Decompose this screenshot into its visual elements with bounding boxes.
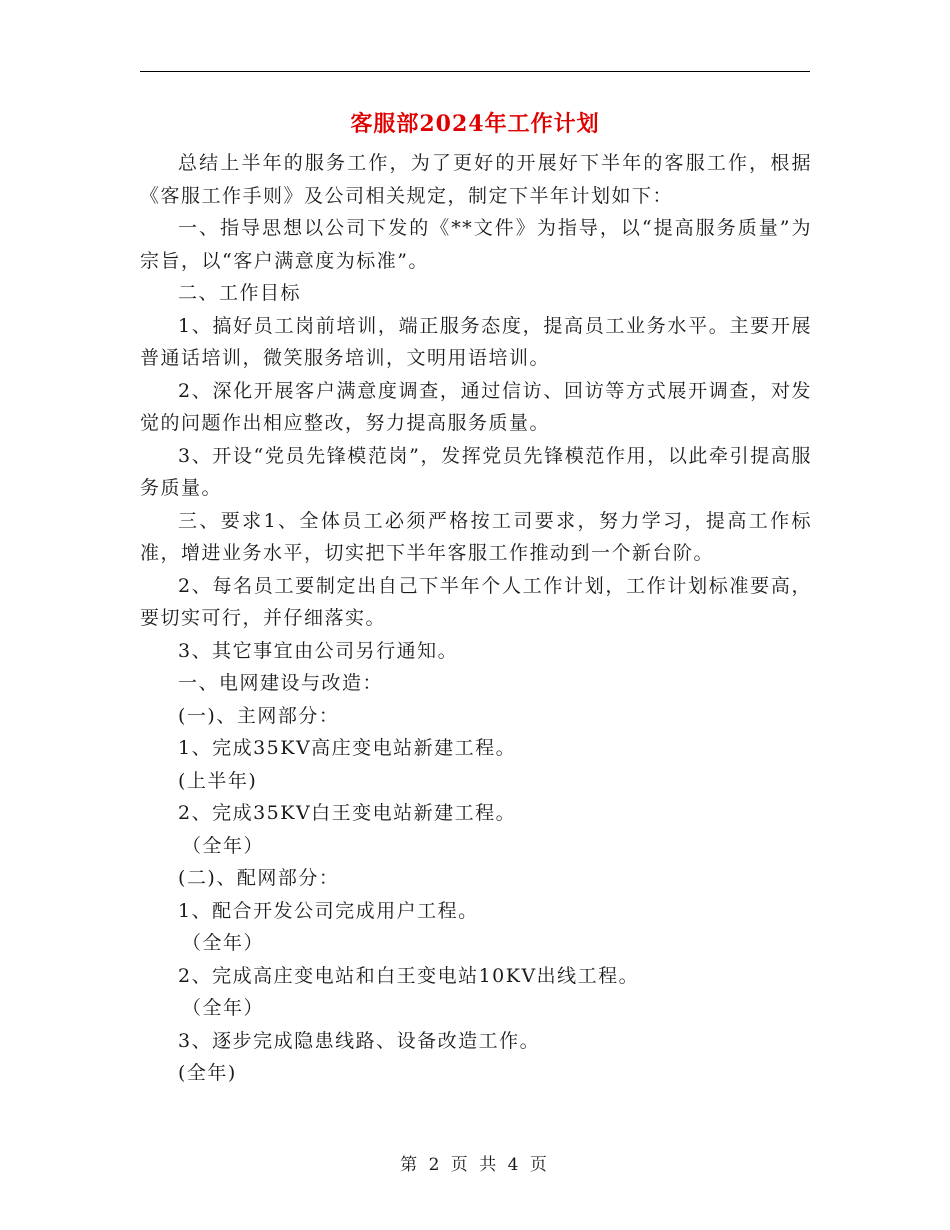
header-rule <box>140 71 810 72</box>
list-item-dist-3-period: (全年) <box>178 1062 237 1084</box>
heading-work-goals: 二、工作目标 <box>178 282 302 304</box>
paragraph-goal-1: 1、搞好员工岗前培训，端正服务态度，提高员工业务水平。主要开展普通话培训，微笑服务培训，文明用语培训。 <box>140 314 812 369</box>
document-title: 客服部2024年工作计划 <box>350 111 600 137</box>
paragraph-requirement-1: 三、要求1、全体员工必须严格按工司要求，努力学习，提高工作标准，增进业务水平，切实把下半年客服工作推动到一个新台阶。 <box>140 509 812 564</box>
paragraph-goal-3: 3、开设“党员先锋模范岗”，发挥党员先锋模范作用，以此牵引提高服务质量。 <box>140 444 812 499</box>
paragraph-intro: 总结上半年的服务工作，为了更好的开展好下半年的客服工作，根据《客服工作手则》及公司相关规定，制定下半年计划如下： <box>140 152 812 207</box>
list-item-dist-1: 1、配合开发公司完成用户工程。 <box>178 899 479 922</box>
heading-main-grid: (一)、主网部分： <box>178 704 340 727</box>
heading-distribution-grid: (二)、配网部分： <box>178 867 340 889</box>
paragraph-requirement-3: 3、其它事宜由公司另行通知。 <box>178 639 459 662</box>
paragraph-goal-2: 2、深化开展客户满意度调查，通过信访、回访等方式展开调查，对发觉的问题作出相应整改，努力提高服务质量。 <box>140 379 812 434</box>
list-item-main-2-period: （全年） <box>182 834 265 857</box>
list-item-main-2: 2、完成35KV白王变电站新建工程。 <box>178 802 517 824</box>
list-item-dist-3: 3、逐步完成隐患线路、设备改造工作。 <box>178 1029 541 1052</box>
list-item-dist-2: 2、完成高庄变电站和白王变电站10KV出线工程。 <box>178 964 640 987</box>
heading-grid-construction: 一、电网建设与改造： <box>178 672 384 694</box>
paragraph-requirement-2: 2、每名员工要制定出自己下半年个人工作计划，工作计划标准要高，要切实可行，并仔细落实。 <box>140 574 812 629</box>
list-item-main-1: 1、完成35KV高庄变电站新建工程。 <box>178 737 517 759</box>
list-item-dist-2-period: （全年） <box>182 997 265 1019</box>
document-body <box>140 147 812 1090</box>
page-number: 第 2 页 共 4 页 <box>400 1155 550 1175</box>
list-item-dist-1-period: （全年） <box>182 932 265 954</box>
paragraph-guiding-ideology: 一、指导思想以公司下发的《**文件》为指导，以“提高服务质量”为宗旨，以“客户满意度为标准”。 <box>140 217 812 272</box>
list-item-main-1-period: (上半年) <box>178 769 258 792</box>
